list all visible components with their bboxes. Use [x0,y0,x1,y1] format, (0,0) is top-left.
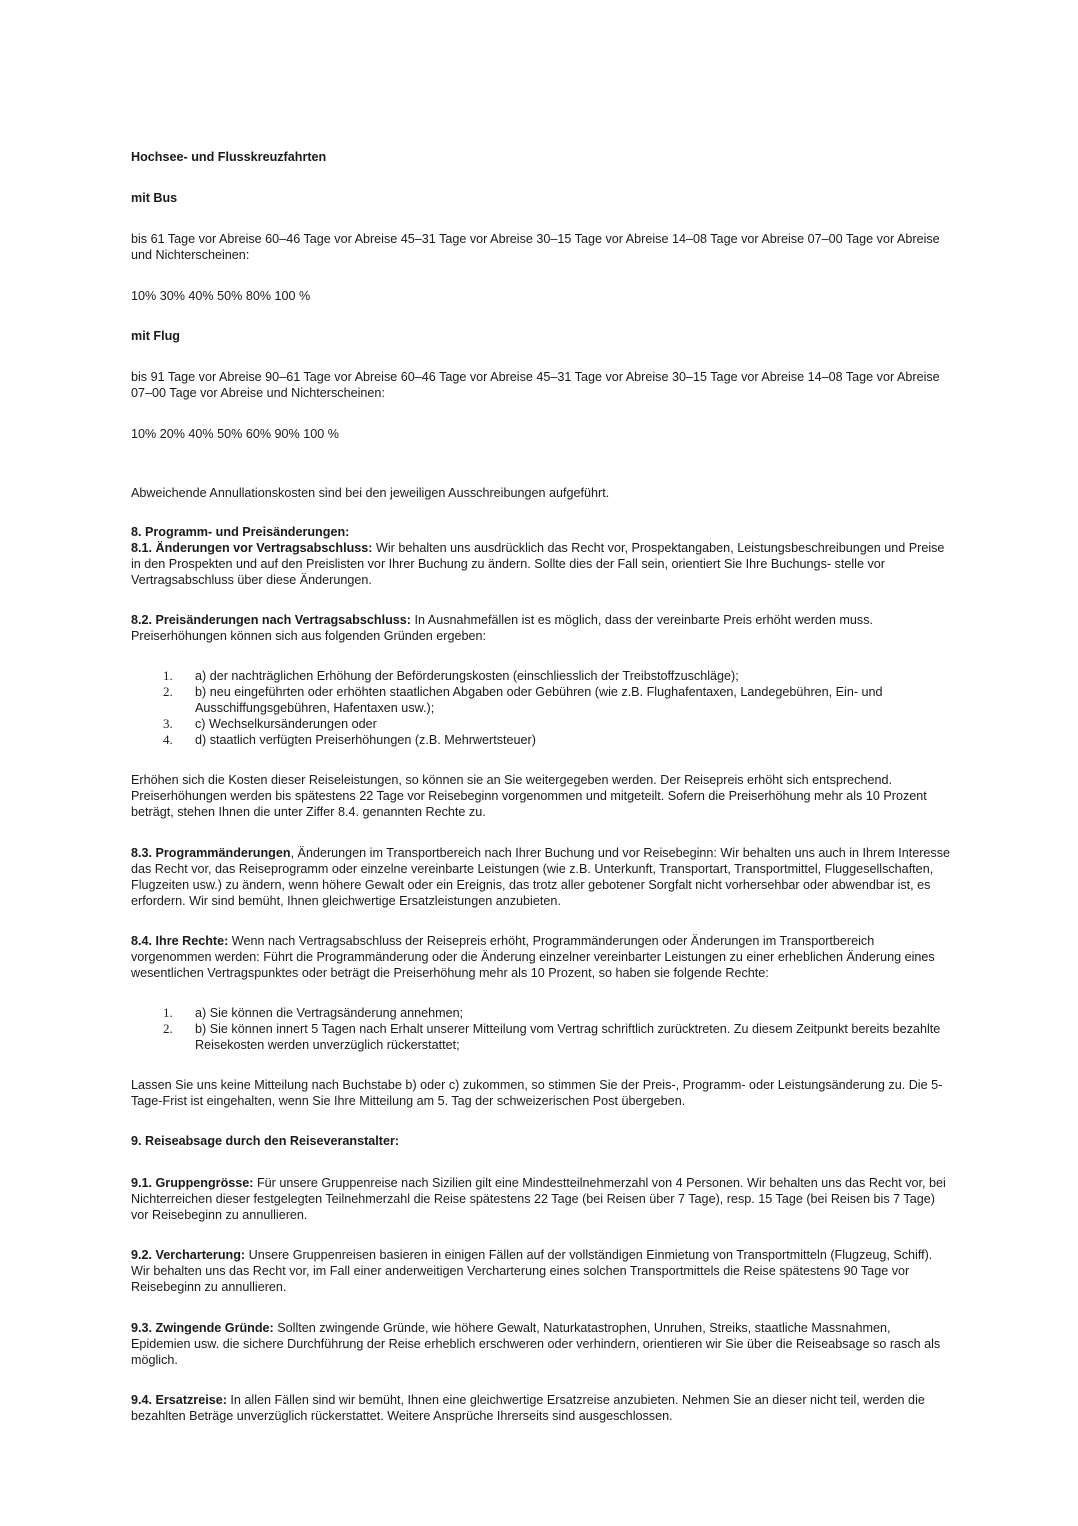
section-9-heading: 9. Reiseabsage durch den Reiseveranstalter: [131,1134,400,1148]
section-8-heading: 8. Programm- und Preisänderungen: [131,525,350,539]
section-9-2-text: Unsere Gruppenreisen basieren in einigen Fällen auf der vollständigen Einmietung von Transportmitteln (Flugzeug, Schiff). Wir behalten uns das Recht vor, im Fall einer anderweitigen Vercharterung eines solchen Transportmittels die Reise spätestens 90 Tage vor Reisebeginn zu annullieren. [131,1248,933,1294]
flight-percentages: 10% 20% 40% 50% 60% 90% 100 % [131,427,339,441]
section-8-2-label: 8.2. Preisänderungen nach Vertragsabschluss: [131,613,411,627]
bus-percentages: 10% 30% 40% 50% 80% 100 % [131,289,311,303]
section-9-4-text: In allen Fällen sind wir bemüht, Ihnen eine gleichwertige Ersatzreise anzubieten. Nehmen Sie an dieser nicht teil, werden die bezahlten Beträge unverzüglich rückerstattet. Weitere Ansprüche Ihrerseits sind ausgeschlossen. [131,1393,925,1423]
section-9-2-label: 9.2. Vercharterung: [131,1248,246,1262]
section-8-1 [131,540,951,588]
section-8-3-label: 8.3. Programmänderungen [131,846,291,860]
list-item [131,732,951,748]
section-8-2-text: In Ausnahmefällen ist es möglich, dass der vereinbarte Preis erhöht werden muss. Preiserhöhungen können sich aus folgenden Gründen ergeben: [131,613,873,643]
list-text: b) neu eingeführten oder erhöhten staatlichen Abgaben oder Gebühren (wie z.B. Flughafentaxen, Landegebühren, Ein- und Ausschiffungsgebühren, Hafentaxen usw.); [195,685,883,715]
flight-periods: bis 91 Tage vor Abreise 90–61 Tage vor Abreise 60–46 Tage vor Abreise 45–31 Tage vor Abreise 30–15 Tage vor Abreise 14–08 Tage vor Abreise 07–00 Tage vor Abreise und Nichterscheinen: [131,370,940,400]
rights-list [131,1005,951,1053]
section-8-3 [131,845,951,909]
list-item [131,684,951,716]
list-text: b) Sie können innert 5 Tagen nach Erhalt unserer Mitteilung vom Vertrag schriftlich zurücktreten. Zu diesem Zeitpunkt bereits bezahlte Reisekosten werden unverzüglich rückerstattet; [195,1022,941,1052]
list-number: 3. [163,716,173,731]
section-8-4-label: 8.4. Ihre Rechte: [131,934,229,948]
list-number: 2. [163,1021,173,1036]
section-8-2 [131,612,951,644]
list-number: 1. [163,668,173,683]
section-8-1-label: 8.1. Änderungen vor Vertragsabschluss: [131,541,373,555]
flight-heading: mit Flug [131,329,180,343]
list-number: 2. [163,684,173,699]
section-8-1-text: Wir behalten uns ausdrücklich das Recht vor, Prospektangaben, Leistungsbeschreibungen und Preise in den Prospekten und auf den Preislisten vor Ihrer Buchung zu ändern. Sollte dies der Fall sein, orientiert Sie Ihre Buchungs- stelle vor Vertragsabschluss über diese Änderungen. [131,541,945,587]
list-text: a) Sie können die Vertragsänderung annehmen; [195,1006,464,1020]
section-8-4-text: Wenn nach Vertragsabschluss der Reisepreis erhöht, Programmänderungen oder Änderungen im Transportbereich vorgenommen werden: Führt die Programmänderung oder die Änderung einzelner vereinbarter Leistungen zu einer erheblichen Änderung eines wesentlichen Vertragspunktes oder beträgt die Preiserhöhung mehr als 10 Prozent, so haben sie folgende Rechte: [131,934,935,980]
section-8-4-after: Lassen Sie uns keine Mitteilung nach Buchstabe b) oder c) zukommen, so stimmen Sie der Preis-, Programm- oder Leistungsänderung zu. Die 5-Tage-Frist ist eingehalten, wenn Sie Ihre Mitteilung am 5. Tag der schweizerischen Post übergeben. [131,1078,943,1108]
section-9-3-text: Sollten zwingende Gründe, wie höhere Gewalt, Naturkatastrophen, Unruhen, Streiks, staatliche Massnahmen, Epidemien usw. die sichere Durchführung der Reise erheblich erschweren oder verhindern, orientieren wir Sie über die Reiseabsage so rasch als möglich. [131,1321,941,1367]
list-item [131,1021,951,1053]
section-9-4 [131,1392,951,1424]
section-9-2 [131,1247,951,1295]
section-9-1 [131,1175,951,1223]
list-text: c) Wechselkursänderungen oder [195,717,377,731]
section-9-1-label: 9.1. Gruppengrösse: [131,1176,254,1190]
section-9-4-label: 9.4. Ersatzreise: [131,1393,227,1407]
section-9-3-label: 9.3. Zwingende Gründe: [131,1321,274,1335]
list-item [131,716,951,732]
section-9-1-text: Für unsere Gruppenreise nach Sizilien gilt eine Mindestteilnehmerzahl von 4 Personen. Wir behalten uns das Recht vor, bei Nichterreichen dieser festgelegten Teilnehmerzahl die Reise spätestens 22 Tage (bei Reisen über 7 Tage), resp. 15 Tage (bei Reisen bis 7 Tage) vor Reisebeginn zu annullieren. [131,1176,946,1222]
list-text: a) der nachträglichen Erhöhung der Beförderungskosten (einschliesslich der Treibstoffzuschläge); [195,669,739,683]
list-item [131,1005,951,1021]
list-text: d) staatlich verfügten Preiserhöhungen (z.B. Mehrwertsteuer) [195,733,536,747]
bus-periods: bis 61 Tage vor Abreise 60–46 Tage vor Abreise 45–31 Tage vor Abreise 30–15 Tage vor Abreise 14–08 Tage vor Abreise 07–00 Tage vor Abreise und Nichterscheinen: [131,232,940,262]
list-number: 1. [163,1005,173,1020]
section-8-4 [131,933,951,981]
cruise-title: Hochsee- und Flusskreuzfahrten [131,150,327,164]
cancellation-note: Abweichende Annullationskosten sind bei den jeweiligen Ausschreibungen aufgeführt. [131,486,610,500]
section-9-3 [131,1320,951,1368]
list-number: 4. [163,732,173,747]
section-8-3-text: , Änderungen im Transportbereich nach Ihrer Buchung und vor Reisebeginn: Wir behalten uns auch in Ihrem Interesse das Recht vor, das Reiseprogramm oder einzelne vereinbarte Leistungen (wie z.B. Unterkunft, Transportart, Transportmittel, Fluggesellschaften, Flugzeiten usw.) zu ändern, wenn höhere Gewalt oder ein Ereignis, das trotz aller gebotener Sorgfalt nicht vorhersehbar oder abwendbar ist, es erfordern. Wir sind bemüht, Ihnen gleichwertige Ersatzleistungen anzubieten. [131,846,951,908]
section-8-2-after: Erhöhen sich die Kosten dieser Reiseleistungen, so können sie an Sie weitergegeben werden. Der Reisepreis erhöht sich entsprechend. Preiserhöhungen werden bis spätestens 22 Tage vor Reisebeginn vorgenommen und mitgeteilt. Sofern die Preiserhöhung mehr als 10 Prozent beträgt, stehen Ihnen die unter Ziffer 8.4. genannten Rechte zu. [131,773,927,819]
price-change-reasons-list [131,668,951,748]
list-item [131,668,951,684]
bus-heading: mit Bus [131,191,178,205]
